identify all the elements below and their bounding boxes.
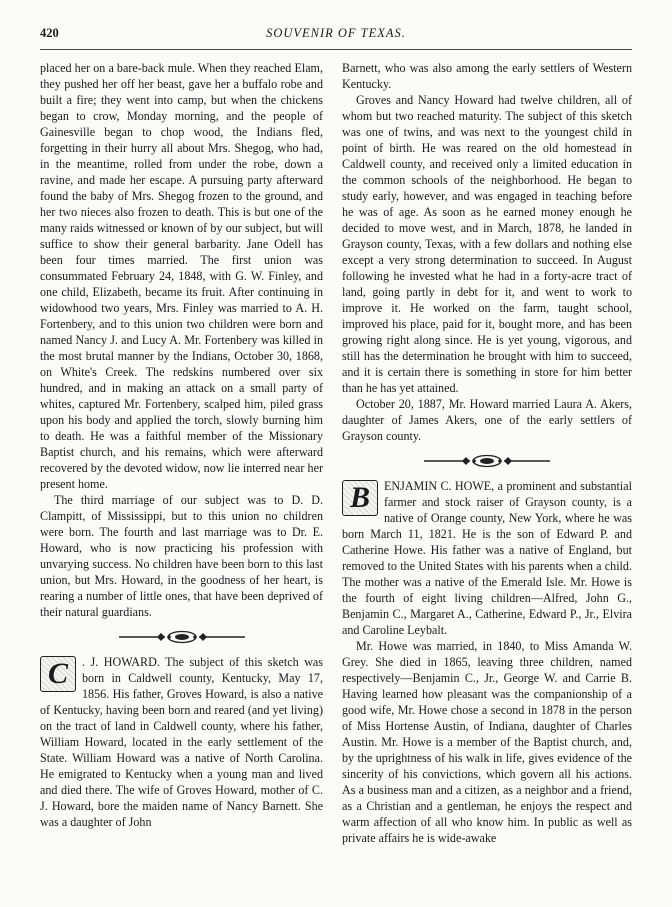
biography-paragraph xyxy=(342,478,632,638)
biography-paragraph xyxy=(40,654,323,830)
paragraph: Barnett, who was also among the early settlers of Western Kentucky. xyxy=(342,61,632,91)
paragraph: October 20, 1887, Mr. Howard married Laura A. Akers, daughter of James Akers, one of the early settlers of Grayson county. xyxy=(342,397,632,443)
paragraph: The third marriage of our subject was to D. D. Clampitt, of Mississippi, but to this union no children were born. The fourth and last marriage was to Dr. E. Howard, who is now practicing his profession with unvarying success. No children have been born to this last union, but Mrs. Howard, in the goodness of her heart, is rearing a number of little ones, that have been deprived of their natural guardians. xyxy=(40,493,323,619)
left-column xyxy=(40,60,323,895)
ornamental-divider-icon xyxy=(40,630,323,644)
biography-text: The subject of this sketch was born in Caldwell county, Kentucky, May 17, 1856. His father, Groves Howard, is also a native of Kentucky, having been born and reared (and yet living) on the tract of land in Caldwell county, where his father, William Howard, located in the early settlement of the State. William Howard was a native of North Carolina. He emigrated to Kentucky when a young man and lived and died there. The wife of Groves Howard, mother of C. J. Howard, bore the maiden name of Nancy Barnett. She was a daughter of John xyxy=(40,655,323,829)
paragraph: Mr. Howe was married, in 1840, to Miss Amanda W. Grey. She died in 1865, leaving three children, named respectively—Benjamin C., Jr., George W. and Carrie B. Having learned how pleasant was the companionship of a good wife, Mr. Howe chose a second in 1878 in the person of Miss Hortense Austin, of Indiana, daughter of Charles Austin. Mr. Howe is a member of the Baptist church, and, by the uprightness of his walk in life, gives evidence of the sincerity of his convictions, which govern all his actions. As a business man and a citizen, as a neighbor and a friend, as a Christian and a gentleman, he enjoys the respect and warm affection of all who know him. In public as well as private affairs he is wide-awake xyxy=(342,639,632,845)
paragraph: placed her on a bare-back mule. When they reached Elam, they pushed her off her beast, gave her a buffalo robe and built a fire; they went into camp, but when the chickens began to crow, Monday morning, and the people of Gainesville began to chop wood, the Indians fled, forgetting in their hurry all about Mrs. Shegog, who had, in the meantime, rolled from under the robe, down a ravine, and made her escape. A pursuing party afterward found the baby of Mrs. Shegog frozen to the ground, and her two nieces also frozen to death. This is but one of the many raids witnessed or known of by our subject, but will suffice to show their general barbarity. Jane Odell has been four times married. The first union was consummated February 24, 1848, with G. W. Finley, and one child, Elizabeth, became its fruit. After continuing in widowhood two years, Mrs. Finley was married to A. H. Fortenbery, and to this union two children were born and named Nancy J. and Lucy A. Mr. Fortenbery was killed in the most brutal manner by the Indians, October 30, 1868, on White's Creek. The redskins numbered over six hundred, and in making an attack on a small party of whites, captured Mr. Fortenbery, scalped him, piled grass upon his body and applied the torch, slowly burning him to death. He was a faithful member of the Missionary Baptist church, and his remains, which were afterward recovered by the devoted widow, now lie interred near her present home. xyxy=(40,61,323,491)
running-title: SOUVENIR OF TEXAS. xyxy=(266,26,406,40)
biography-heading: . J. HOWARD. xyxy=(82,655,160,669)
page-number: 420 xyxy=(40,26,59,40)
drop-cap: C xyxy=(40,656,76,692)
right-column xyxy=(342,60,632,895)
biography-heading: ENJAMIN C. HOWE, xyxy=(384,479,495,493)
header-rule xyxy=(40,49,632,50)
ornamental-divider-icon xyxy=(342,454,632,468)
page-header xyxy=(40,26,632,44)
drop-cap: B xyxy=(342,480,378,516)
paragraph: Groves and Nancy Howard had twelve children, all of whom but two reached maturity. The subject of this sketch was one of twins, and was next to the youngest child in point of birth. He was reared on the old homestead in Caldwell county, and received only a limited education in the common schools of the neighborhood. He began to study early, however, and was engaged in teaching before he was of age. As soon as he earned money enough he decided to move west, and in March, 1878, he landed in Grayson county, Texas, with a few dollars and nothing else except a very strong determination to succeed. In August following he invested what he had in a forty-acre tract of land, going partly in debt for it, and went to work to improve it. He worked on the farm, taught school, improved his place, paid for it, bought more, and has been growing right along since. He is yet young, vigorous, and still has the determination he brought with him to succeed, and it is certain there is something in store for him better than he has yet attained. xyxy=(342,93,632,395)
biography-text: a prominent and substantial farmer and stock raiser of Grayson county, is a native of Orange county, New York, where he was born March 11, 1821. He is the son of Edward P. and Catherine Howe. His father was a native of England, but removed to the United States with his parents when a child. The mother was a native of the Emerald Isle. Mr. Howe is the fourth of eight living children—Alfred, John G., Benjamin C., Margaret A., Catherine, Edward P., Jr., Elvira and Caroline Leybalt. xyxy=(342,479,632,637)
